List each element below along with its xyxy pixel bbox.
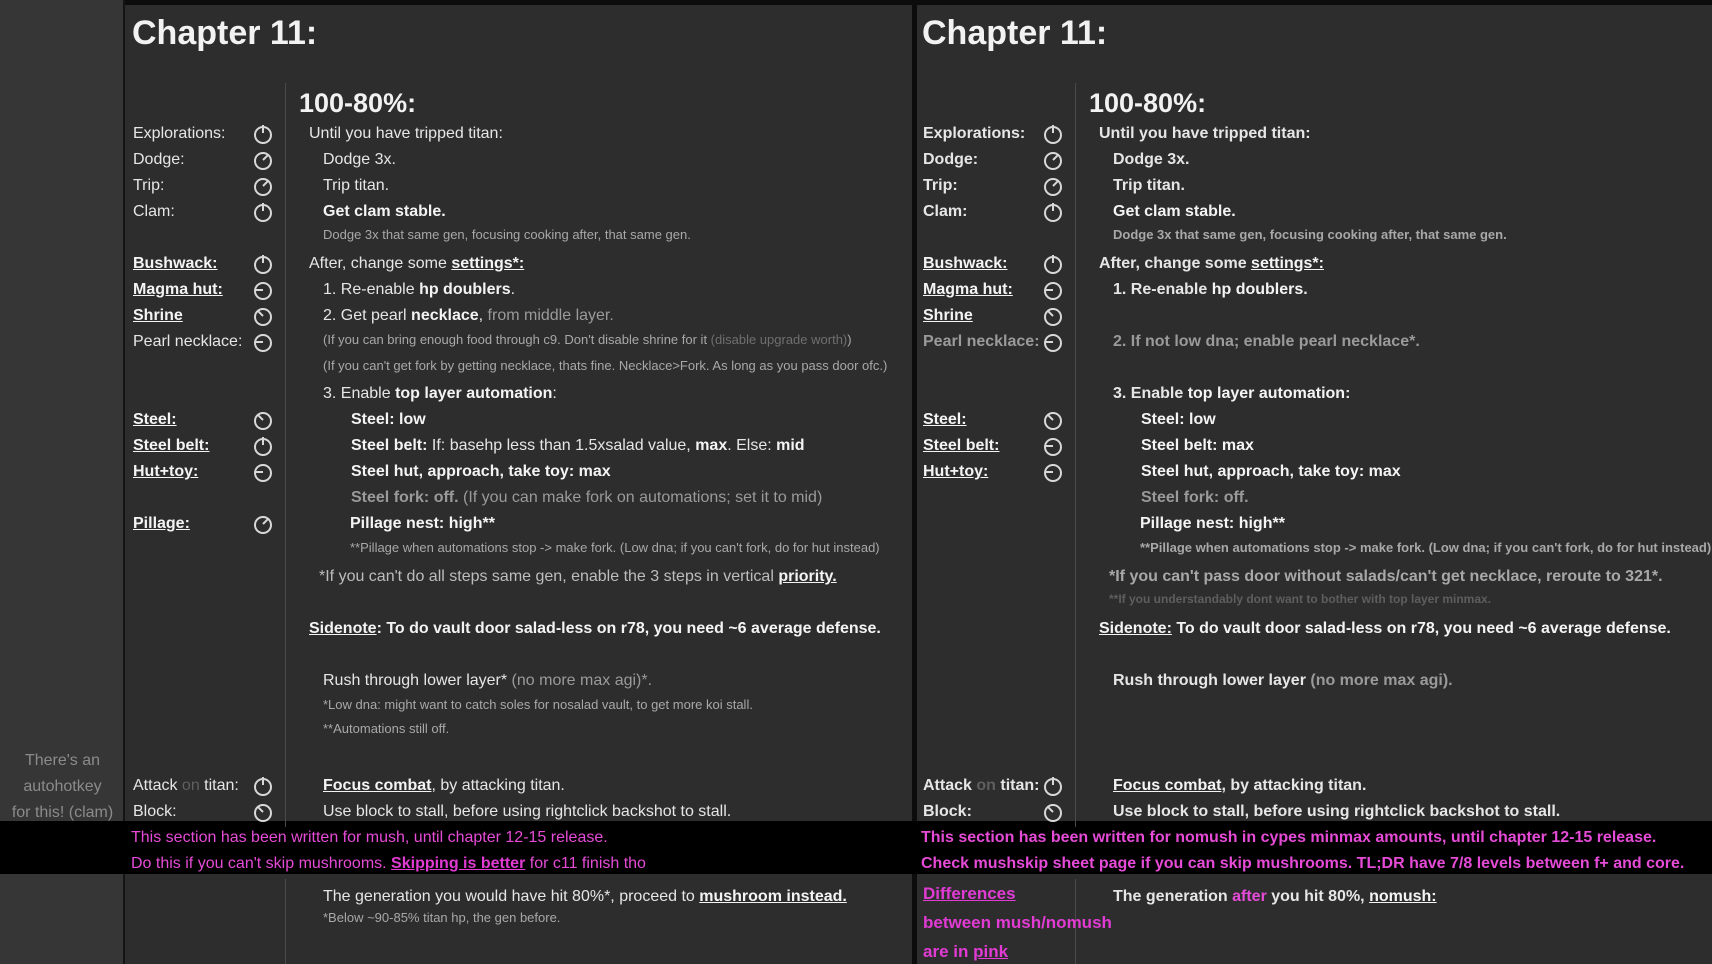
gauge-icon bbox=[1044, 152, 1062, 170]
note-text: **Pillage when automations stop -> make fork. (Low dna; if you can't fork, do for hut instead) bbox=[1140, 540, 1712, 555]
link-steel[interactable]: Steel: bbox=[923, 411, 967, 428]
sidenote-text: Sidenote: To do vault door salad-less on r78, you need ~6 average defense. bbox=[1099, 620, 1671, 637]
gauge-icon bbox=[1044, 308, 1062, 326]
label-dodge: Dodge: bbox=[133, 151, 185, 168]
link-shrine[interactable]: Shrine bbox=[133, 307, 183, 324]
link-steel-belt[interactable]: Steel belt: bbox=[133, 437, 210, 454]
label-block: Block: bbox=[133, 803, 177, 820]
pink-note: Check mushskip sheet page if you can skip mushrooms. TL;DR have 7/8 levels between f+ and core. bbox=[921, 855, 1685, 872]
step-text: Dodge 3x. bbox=[1113, 151, 1190, 168]
step-text: The generation after you hit 80%, nomush: bbox=[1113, 888, 1437, 905]
step-text: Rush through lower layer (no more max agi). bbox=[1113, 672, 1453, 689]
link-pillage[interactable]: Pillage: bbox=[133, 515, 190, 532]
column-divider bbox=[285, 879, 286, 964]
gauge-icon bbox=[1044, 178, 1062, 196]
label-explorations: Explorations: bbox=[133, 125, 226, 142]
link-hut-toy[interactable]: Hut+toy: bbox=[133, 463, 199, 480]
step-text: Use block to stall, before using rightclick backshot to stall. bbox=[323, 803, 732, 820]
gauge-icon bbox=[254, 464, 272, 482]
setting-text: Pillage nest: high** bbox=[350, 515, 495, 532]
page-title: Chapter 11: bbox=[132, 14, 318, 52]
setting-text: Pillage nest: high** bbox=[1140, 515, 1285, 532]
link-steel[interactable]: Steel: bbox=[133, 411, 177, 428]
link-settings[interactable]: settings*: bbox=[1251, 255, 1324, 272]
gauge-icon bbox=[254, 282, 272, 300]
gauge-icon bbox=[1044, 282, 1062, 300]
link-magma-hut[interactable]: Magma hut: bbox=[923, 281, 1013, 298]
gauge-icon bbox=[254, 334, 272, 352]
step-text: Trip titan. bbox=[323, 177, 390, 194]
link-skipping[interactable]: Skipping is better bbox=[391, 855, 526, 872]
note-text: Dodge 3x that same gen, focusing cooking after, that same gen. bbox=[323, 227, 691, 242]
link-differences[interactable]: Differences bbox=[923, 884, 1016, 903]
step-text: 1. Re-enable hp doublers. bbox=[1113, 281, 1308, 298]
setting-text: Steel hut, approach, take toy: max bbox=[1141, 463, 1401, 480]
link-pink[interactable]: pink bbox=[973, 942, 1009, 961]
gauge-icon bbox=[1044, 464, 1062, 482]
gauge-icon bbox=[254, 178, 272, 196]
gauge-icon bbox=[1044, 334, 1062, 352]
link-mushroom[interactable]: mushroom instead. bbox=[699, 888, 847, 905]
link-settings[interactable]: settings*: bbox=[451, 255, 525, 272]
step-text: 2. Get pearl necklace, from middle layer. bbox=[323, 307, 614, 324]
step-text: 1. Re-enable hp doublers. bbox=[323, 281, 516, 298]
pink-note: between mush/nomush bbox=[923, 913, 1112, 932]
label-explorations: Explorations: bbox=[923, 125, 1026, 142]
step-text: After, change some settings*: bbox=[1099, 255, 1324, 272]
column-divider bbox=[1075, 83, 1076, 827]
sidenote-text: Sidenote: To do vault door salad-less on r78, you need ~6 average defense. bbox=[309, 620, 881, 637]
page-title: Chapter 11: bbox=[922, 14, 1108, 52]
gauge-icon bbox=[1044, 126, 1062, 144]
setting-text: Steel hut, approach, take toy: max bbox=[351, 463, 611, 480]
step-text: Until you have tripped titan: bbox=[309, 125, 503, 142]
gauge-icon bbox=[254, 516, 272, 534]
gauge-icon bbox=[1044, 204, 1062, 222]
step-text: 2. If not low dna; enable pearl necklace*. bbox=[1113, 333, 1420, 350]
link-sidenote[interactable]: Sidenote: bbox=[1099, 620, 1172, 637]
step-text: Until you have tripped titan: bbox=[1099, 125, 1311, 142]
gauge-icon bbox=[1044, 412, 1062, 430]
label-pearl-necklace: Pearl necklace: bbox=[923, 333, 1040, 350]
note-text: *Below ~90-85% titan hp, the gen before. bbox=[323, 910, 561, 925]
step-text: The generation you would have hit 80%*, proceed to mushroom instead. bbox=[323, 888, 847, 905]
gauge-icon bbox=[254, 438, 272, 456]
label-attack-titan: Attack on titan: bbox=[923, 777, 1040, 794]
note-text: *Low dna: might want to catch soles for nosalad vault, to get more koi stall. bbox=[323, 697, 753, 712]
note-text: **Pillage when automations stop -> make fork. (Low dna; if you can't fork, do for hut instead) bbox=[350, 540, 880, 555]
note-text: *If you can't pass door without salads/can't get necklace, reroute to 321*. bbox=[1109, 568, 1663, 585]
gauge-icon bbox=[1044, 438, 1062, 456]
gauge-icon bbox=[1044, 256, 1062, 274]
step-text: Get clam stable. bbox=[1113, 203, 1236, 220]
gauge-icon bbox=[254, 308, 272, 326]
step-text: 3. Enable top layer automation: bbox=[323, 385, 557, 402]
step-text: After, change some settings*: bbox=[309, 255, 525, 272]
section-heading: 100-80%: bbox=[1089, 88, 1207, 118]
link-nomush[interactable]: nomush: bbox=[1369, 888, 1437, 905]
step-text: Focus combat, by attacking titan. bbox=[323, 777, 565, 794]
gauge-icon bbox=[1044, 778, 1062, 796]
setting-text: Steel: low bbox=[351, 411, 426, 428]
setting-text: Steel fork: off. bbox=[1141, 489, 1249, 506]
gauge-icon bbox=[254, 778, 272, 796]
label-trip: Trip: bbox=[133, 177, 165, 194]
pink-note: Do this if you can't skip mushrooms. Skipping is better for c11 finish tho bbox=[131, 855, 646, 872]
label-attack-titan: Attack on titan: bbox=[133, 777, 239, 794]
step-text: Trip titan. bbox=[1113, 177, 1185, 194]
label-pearl-necklace: Pearl necklace: bbox=[133, 333, 243, 350]
gauge-icon bbox=[1044, 804, 1062, 822]
left-panel bbox=[127, 5, 912, 964]
link-bushwack[interactable]: Bushwack: bbox=[133, 255, 218, 272]
step-text: 3. Enable top layer automation: bbox=[1113, 385, 1351, 402]
pink-note: This section has been written for nomush in cypes minmax amounts, until chapter 12-15 release. bbox=[921, 829, 1657, 846]
gauge-icon bbox=[254, 412, 272, 430]
gauge-icon bbox=[254, 152, 272, 170]
link-focus-combat[interactable]: Focus combat bbox=[323, 777, 432, 794]
link-hut-toy[interactable]: Hut+toy: bbox=[923, 463, 989, 480]
setting-text: Steel: low bbox=[1141, 411, 1216, 428]
note-text: **Automations still off. bbox=[323, 721, 450, 736]
pink-note: This section has been written for mush, until chapter 12-15 release. bbox=[131, 829, 608, 846]
setting-text: Steel belt: If: basehp less than 1.5xsalad value, max. Else: mid bbox=[351, 437, 805, 454]
note-text: (If you can bring enough food through c9. Don't disable shrine for it (disable upgrade worth)) bbox=[323, 332, 852, 347]
link-shrine[interactable]: Shrine bbox=[923, 307, 973, 324]
gauge-icon bbox=[254, 126, 272, 144]
label-clam: Clam: bbox=[923, 203, 968, 220]
step-text: Rush through lower layer* (no more max agi)*. bbox=[323, 672, 653, 689]
link-magma-hut[interactable]: Magma hut: bbox=[133, 281, 223, 298]
section-heading: 100-80%: bbox=[299, 88, 417, 118]
note-text: (If you can't get fork by getting necklace, thats fine. Necklace>Fork. As long as you pass door ofc.) bbox=[323, 358, 888, 373]
note-text: **If you understandably dont want to bother with top layer minmax. bbox=[1109, 592, 1492, 606]
step-text: Get clam stable. bbox=[323, 203, 446, 220]
autohotkey-note: There's an autohotkey for this! (clam) bbox=[11, 752, 114, 821]
link-priority[interactable]: priority. bbox=[778, 568, 837, 585]
link-steel-belt[interactable]: Steel belt: bbox=[923, 437, 1000, 454]
setting-text: Steel fork: off. (If you can make fork on automations; set it to mid) bbox=[351, 489, 823, 506]
label-clam: Clam: bbox=[133, 203, 175, 220]
gauge-icon bbox=[254, 256, 272, 274]
step-text: Focus combat, by attacking titan. bbox=[1113, 777, 1367, 794]
pink-note: are in pink bbox=[923, 942, 1009, 961]
note-text: *If you can't do all steps same gen, enable the 3 steps in vertical priority. bbox=[319, 568, 837, 585]
setting-text: Steel belt: max bbox=[1141, 437, 1254, 454]
label-block: Block: bbox=[923, 803, 972, 820]
link-focus-combat[interactable]: Focus combat bbox=[1113, 777, 1222, 794]
right-panel bbox=[917, 5, 1712, 964]
label-dodge: Dodge: bbox=[923, 151, 979, 168]
link-bushwack[interactable]: Bushwack: bbox=[923, 255, 1008, 272]
gauge-icon bbox=[254, 204, 272, 222]
column-divider bbox=[285, 83, 286, 827]
note-text: Dodge 3x that same gen, focusing cooking after, that same gen. bbox=[1113, 227, 1507, 242]
label-trip: Trip: bbox=[923, 177, 958, 194]
step-text: Use block to stall, before using rightclick backshot to stall. bbox=[1113, 803, 1561, 820]
link-sidenote[interactable]: Sidenote bbox=[309, 620, 377, 637]
gauge-icon bbox=[254, 804, 272, 822]
step-text: Dodge 3x. bbox=[323, 151, 396, 168]
